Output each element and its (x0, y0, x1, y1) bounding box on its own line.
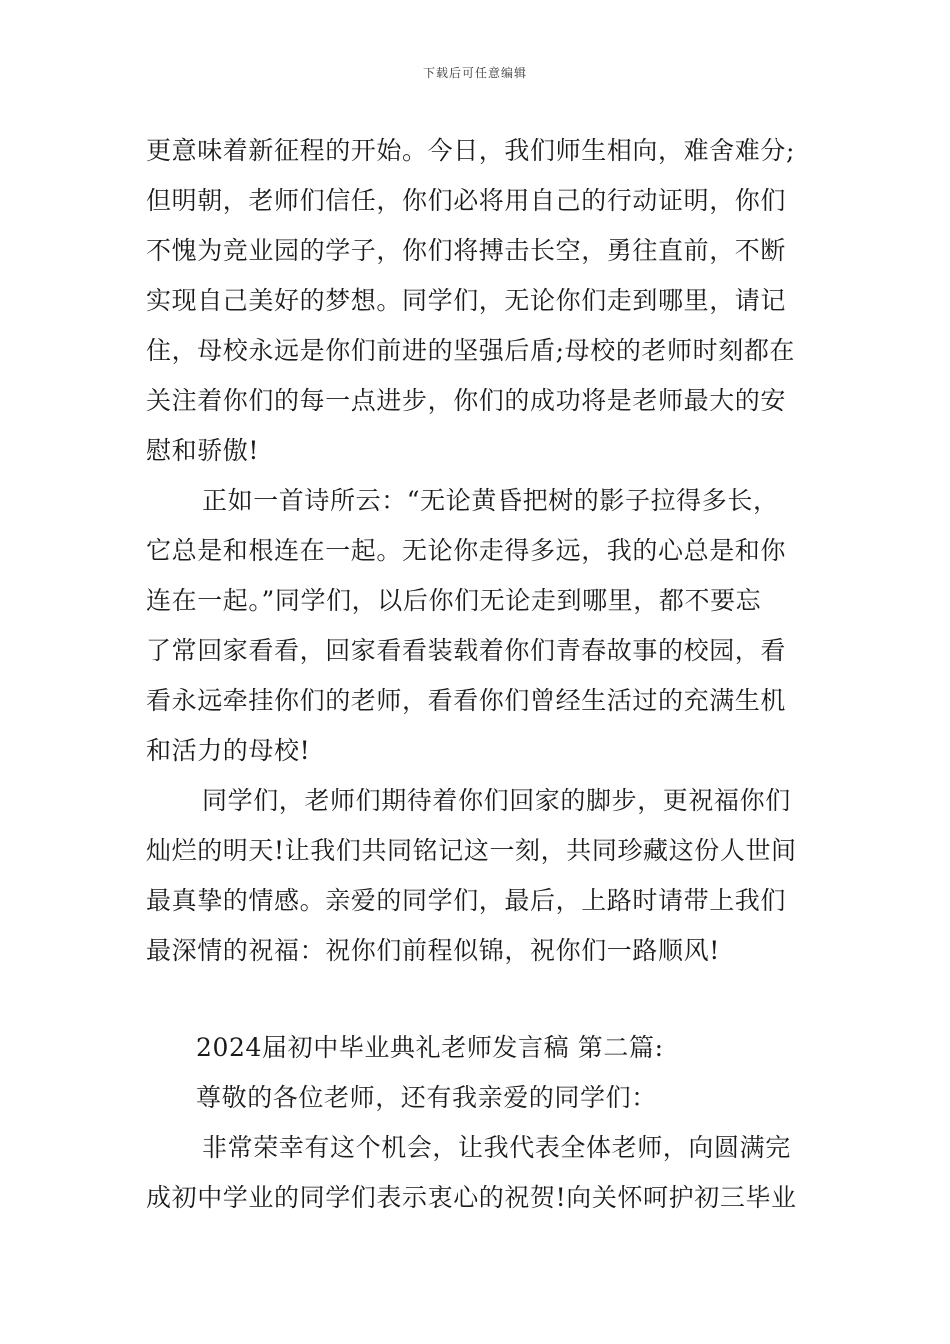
text-line: 它总是和根连在一起。无论你走得多远，我的心总是和你 (146, 536, 787, 565)
text-line: 慰和骄傲! (146, 436, 260, 465)
header-note: 下载后可任意编辑 (422, 66, 527, 80)
section-spacer (146, 976, 808, 1023)
text-line: 关注着你们的每一点进步，你们的成功将是老师最大的安 (146, 386, 787, 415)
text-line: 但明朝，老师们信任，你们必将用自己的行动证明，你们 (146, 186, 787, 215)
text-line: 最深情的祝福：祝你们前程似锦，祝你们一路顺风! (146, 936, 720, 965)
text-line: 了常回家看看，回家看看装载着你们青春故事的校园，看 (146, 636, 787, 665)
text-line: 非常荣幸有这个机会，让我代表全体老师，向圆满完 (202, 1133, 791, 1162)
text-line: 实现自己美好的梦想。同学们，无论你们走到哪里，请记 (146, 286, 787, 315)
text-line: 成初中学业的同学们表示衷心的祝贺!向关怀呵护初三毕业 (146, 1183, 797, 1212)
greeting-line: 尊敬的各位老师，还有我亲爱的同学们： (196, 1083, 657, 1112)
text-line: 正如一首诗所云：“无论黄昏把树的影子拉得多长， (202, 486, 779, 515)
text-line: 连在一起。”同学们，以后你们无论走到哪里，都不要忘 (146, 586, 762, 615)
paragraph-2 (146, 476, 808, 776)
text-line: 住，母校永远是你们前进的坚强后盾;母校的老师时刻都在 (146, 336, 796, 365)
text-line: 看永远牵挂你们的老师，看看你们曾经生活过的充满生机 (146, 686, 787, 715)
text-line: 和活力的母校! (146, 736, 311, 765)
text-line: 不愧为竞业园的学子，你们将搏击长空，勇往直前，不断 (146, 236, 787, 265)
text-line: 灿烂的明天!让我们共同铭记这一刻，共同珍藏这份人世间 (146, 836, 797, 865)
document-body (146, 126, 808, 1223)
paragraph-1 (146, 126, 808, 476)
text-line: 更意味着新征程的开始。今日，我们师生相向，难舍难分; (146, 136, 796, 165)
text-line: 同学们，老师们期待着你们回家的脚步，更祝福你们 (202, 786, 791, 815)
text-line: 最真挚的情感。亲爱的同学们，最后，上路时请带上我们 (146, 886, 787, 915)
section-title: 2024届初中毕业典礼老师发言稿 第二篇: (196, 1033, 664, 1062)
paragraph-3 (146, 776, 808, 976)
section-two (146, 1023, 808, 1223)
